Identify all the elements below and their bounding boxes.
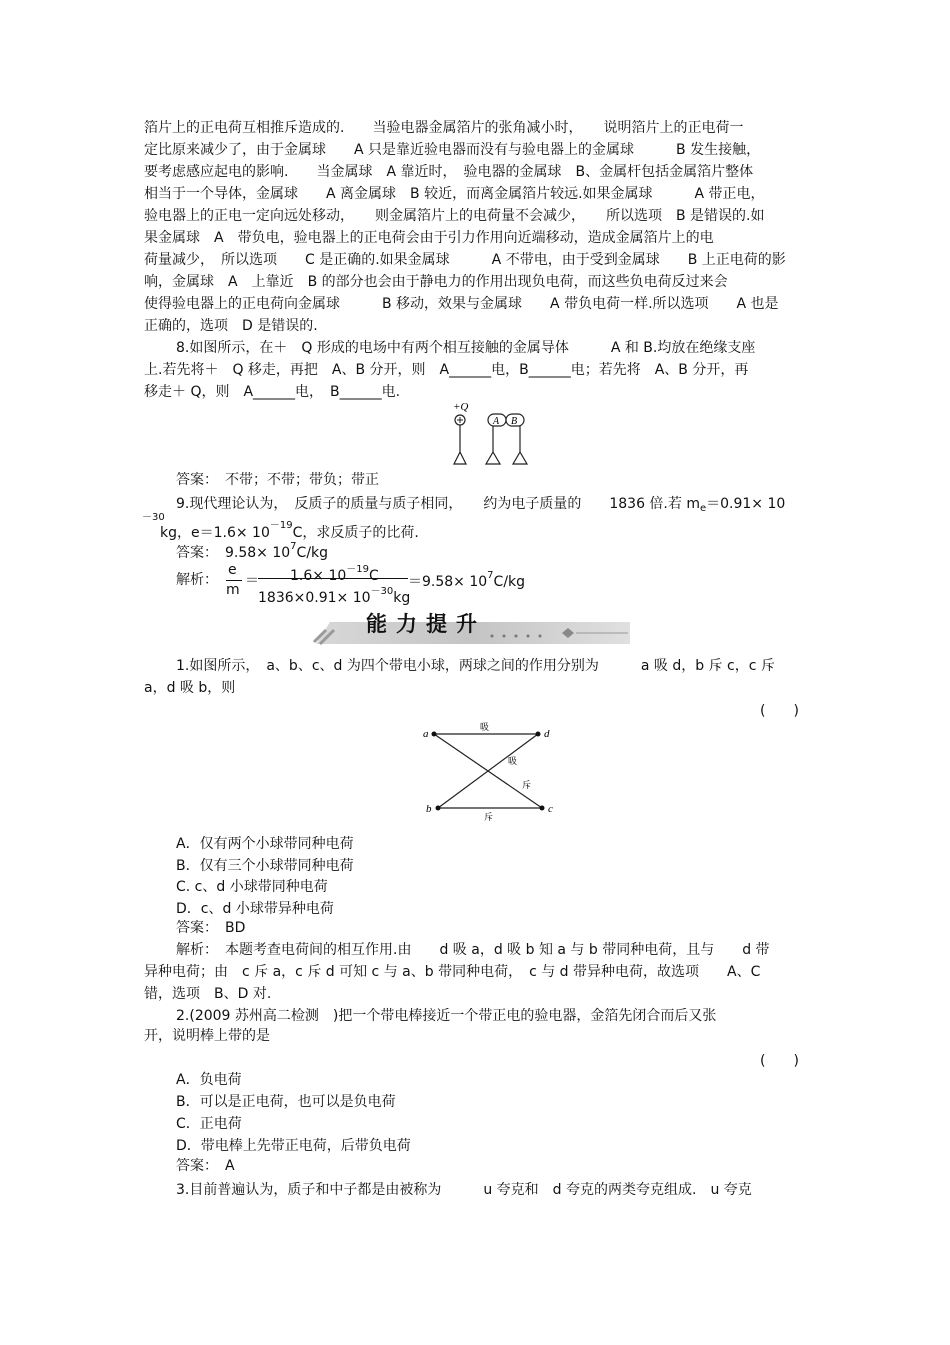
label-b: B — [511, 416, 518, 427]
banner-title: 能力提升 — [366, 612, 486, 636]
ball-a — [432, 732, 437, 737]
p2-option[interactable]: A．负电荷 — [176, 1072, 242, 1088]
p1-answer: 答案： BD — [176, 920, 246, 936]
frac-lhs-den: m — [226, 582, 240, 598]
p2-answer-bracket: ( ) — [760, 1053, 799, 1069]
result: $=9.58\times 10^7C/kg$ — [408, 570, 526, 590]
q9-answer: 答案： $9.58\times 10^7C/kg$ — [176, 541, 329, 561]
p1-line: 1.如图所示， a、b、c、d 为四个带电小球，两球之间的作用分别为 a 吸 d，b 斥 c，c 斥 — [176, 658, 775, 674]
conductor-figure — [440, 400, 540, 466]
ball-c — [540, 806, 545, 811]
p1-analysis-line: 异种电荷；由 c 斥 a，c 斥 d 可知 c 与 a、b 带同种电荷， c 与 d 带异种电荷，故选项 A、C — [144, 964, 761, 980]
q9-line2: kg，$e=1.6\times 10^{-19}C$，求反质子的比荷. — [160, 520, 419, 541]
frac-den: $1836\times 0.91\times 10^{-30}kg$ — [258, 586, 411, 606]
q8-line: 8.如图所示，在＋ Q 形成的电场中有两个相互接触的金属导体 A 和 B.均放在绝缘支座 — [176, 340, 756, 356]
intro-line: 正确的，选项 D 是错误的. — [144, 318, 318, 334]
q8-line: 移走＋ Q，则 A______电， B______电. — [144, 384, 401, 400]
stand-a — [486, 426, 500, 464]
label-b: b — [426, 803, 432, 815]
equals-sign: ＝ — [245, 573, 259, 589]
label-a: a — [423, 728, 429, 740]
p2-line: 开，说明棒上带的是 — [144, 1028, 270, 1044]
label-a: A — [493, 416, 500, 427]
label-c: c — [548, 803, 553, 815]
intro-line: 相当于一个导体，金属球 A 离金属球 B 较近，而离金属箔片较远.如果金属球 A 带正电， — [144, 186, 765, 202]
q8-line: 上.若先将＋ Q 移走，再把 A、B 分开，则 A______电，B______电；若先将 A、B 分开，再 — [144, 362, 749, 378]
charge-stand — [454, 425, 466, 464]
p1-analysis-line: 错，选项 B、D 对. — [144, 986, 272, 1002]
p3-line: 3.目前普遍认为，质子和中子都是由被称为 u 夸克和 d 夸克的两类夸克组成. u 夸克 — [176, 1182, 752, 1198]
p1-option[interactable]: A．仅有两个小球带同种电荷 — [176, 836, 354, 852]
solution-label: 解析： — [176, 572, 218, 588]
p1-option[interactable]: C. c、d 小球带同种电荷 — [176, 879, 328, 895]
p1-option[interactable]: D．c、d 小球带异种电荷 — [176, 901, 334, 917]
p1-option[interactable]: B．仅有三个小球带同种电荷 — [176, 858, 354, 874]
label-bd: 吸 — [508, 757, 518, 767]
p2-option[interactable]: C．正电荷 — [176, 1116, 242, 1132]
p2-option[interactable]: D．带电棒上先带正电荷，后带负电荷 — [176, 1138, 411, 1154]
p1-answer-bracket: ( ) — [760, 703, 799, 719]
ball-d — [536, 732, 541, 737]
frac-lhs-num: e — [228, 562, 237, 578]
intro-line: 响，金属球 A 上靠近 B 的部分也会由于静电力的作用出现负电荷，而这些负电荷反过来会 — [144, 274, 728, 290]
intro-line: 荷量减少， 所以选项 C 是正确的.如果金属球 A 不带电，由于受到金属球 B 上正电荷的影 — [144, 252, 786, 268]
intro-line: 箔片上的正电荷互相推斥造成的. 当验电器金属箔片的张角减小时， 说明箔片上的正电荷一 — [144, 120, 744, 136]
charge-label: +Q — [453, 401, 469, 413]
q8-answer: 答案： 不带；不带；带负；带正 — [176, 472, 379, 488]
frac-num: $1.6\times 10^{-19}C$ — [290, 564, 379, 584]
intro-line: 定比原来减少了，由于金属球 A 只是靠近验电器而没有与验电器上的金属球 B 发生接触， — [144, 142, 761, 158]
p1-line: a，d 吸 b，则 — [144, 680, 236, 696]
label-ad: 吸 — [480, 723, 490, 733]
intro-line: 要考虑感应起电的影响. 当金属球 A 靠近时， 验电器的金属球 B、金属杆包括金属箔片整体 — [144, 164, 754, 180]
intro-line: 验电器上的正电一定向远处移动， 则金属箔片上的电荷量不会减少， 所以选项 B 是错误的.如 — [144, 208, 765, 224]
label-bc: 斥 — [484, 813, 494, 823]
label-d: d — [544, 728, 550, 740]
p2-answer: 答案： A — [176, 1158, 235, 1174]
q9-exp-neg30: －30 — [142, 512, 165, 523]
ball-b — [436, 806, 441, 811]
p2-option[interactable]: B．可以是正电荷，也可以是负电荷 — [176, 1094, 396, 1110]
ball-interaction-figure — [420, 718, 560, 824]
p2-line: 2.(2009 苏州高二检测 )把一个带电棒接近一个带正电的验电器，金箔先闭合而后又张 — [176, 1008, 717, 1024]
intro-line: 果金属球 A 带负电，验电器上的正电荷会由于引力作用向近端移动，造成金属箔片上的电 — [144, 230, 714, 246]
q9-line1: 9.现代理论认为， 反质子的质量与质子相同， 约为电子质量的 1836 倍.若 $m_e=0.91\times 10$ — [176, 496, 786, 514]
p1-analysis-line: 解析： 本题考查电荷间的相互作用.由 d 吸 a，d 吸 b 知 a 与 b 带同种电荷，且与 d 带 — [176, 942, 770, 958]
stand-b — [513, 426, 527, 464]
label-ac: 斥 — [522, 781, 532, 791]
intro-line: 使得验电器上的正电荷向金属球 B 移动，效果与金属球 A 带负电荷一样.所以选项 A 也是 — [144, 296, 779, 312]
frac-line-lhs — [226, 580, 242, 581]
frac-line — [258, 578, 408, 579]
